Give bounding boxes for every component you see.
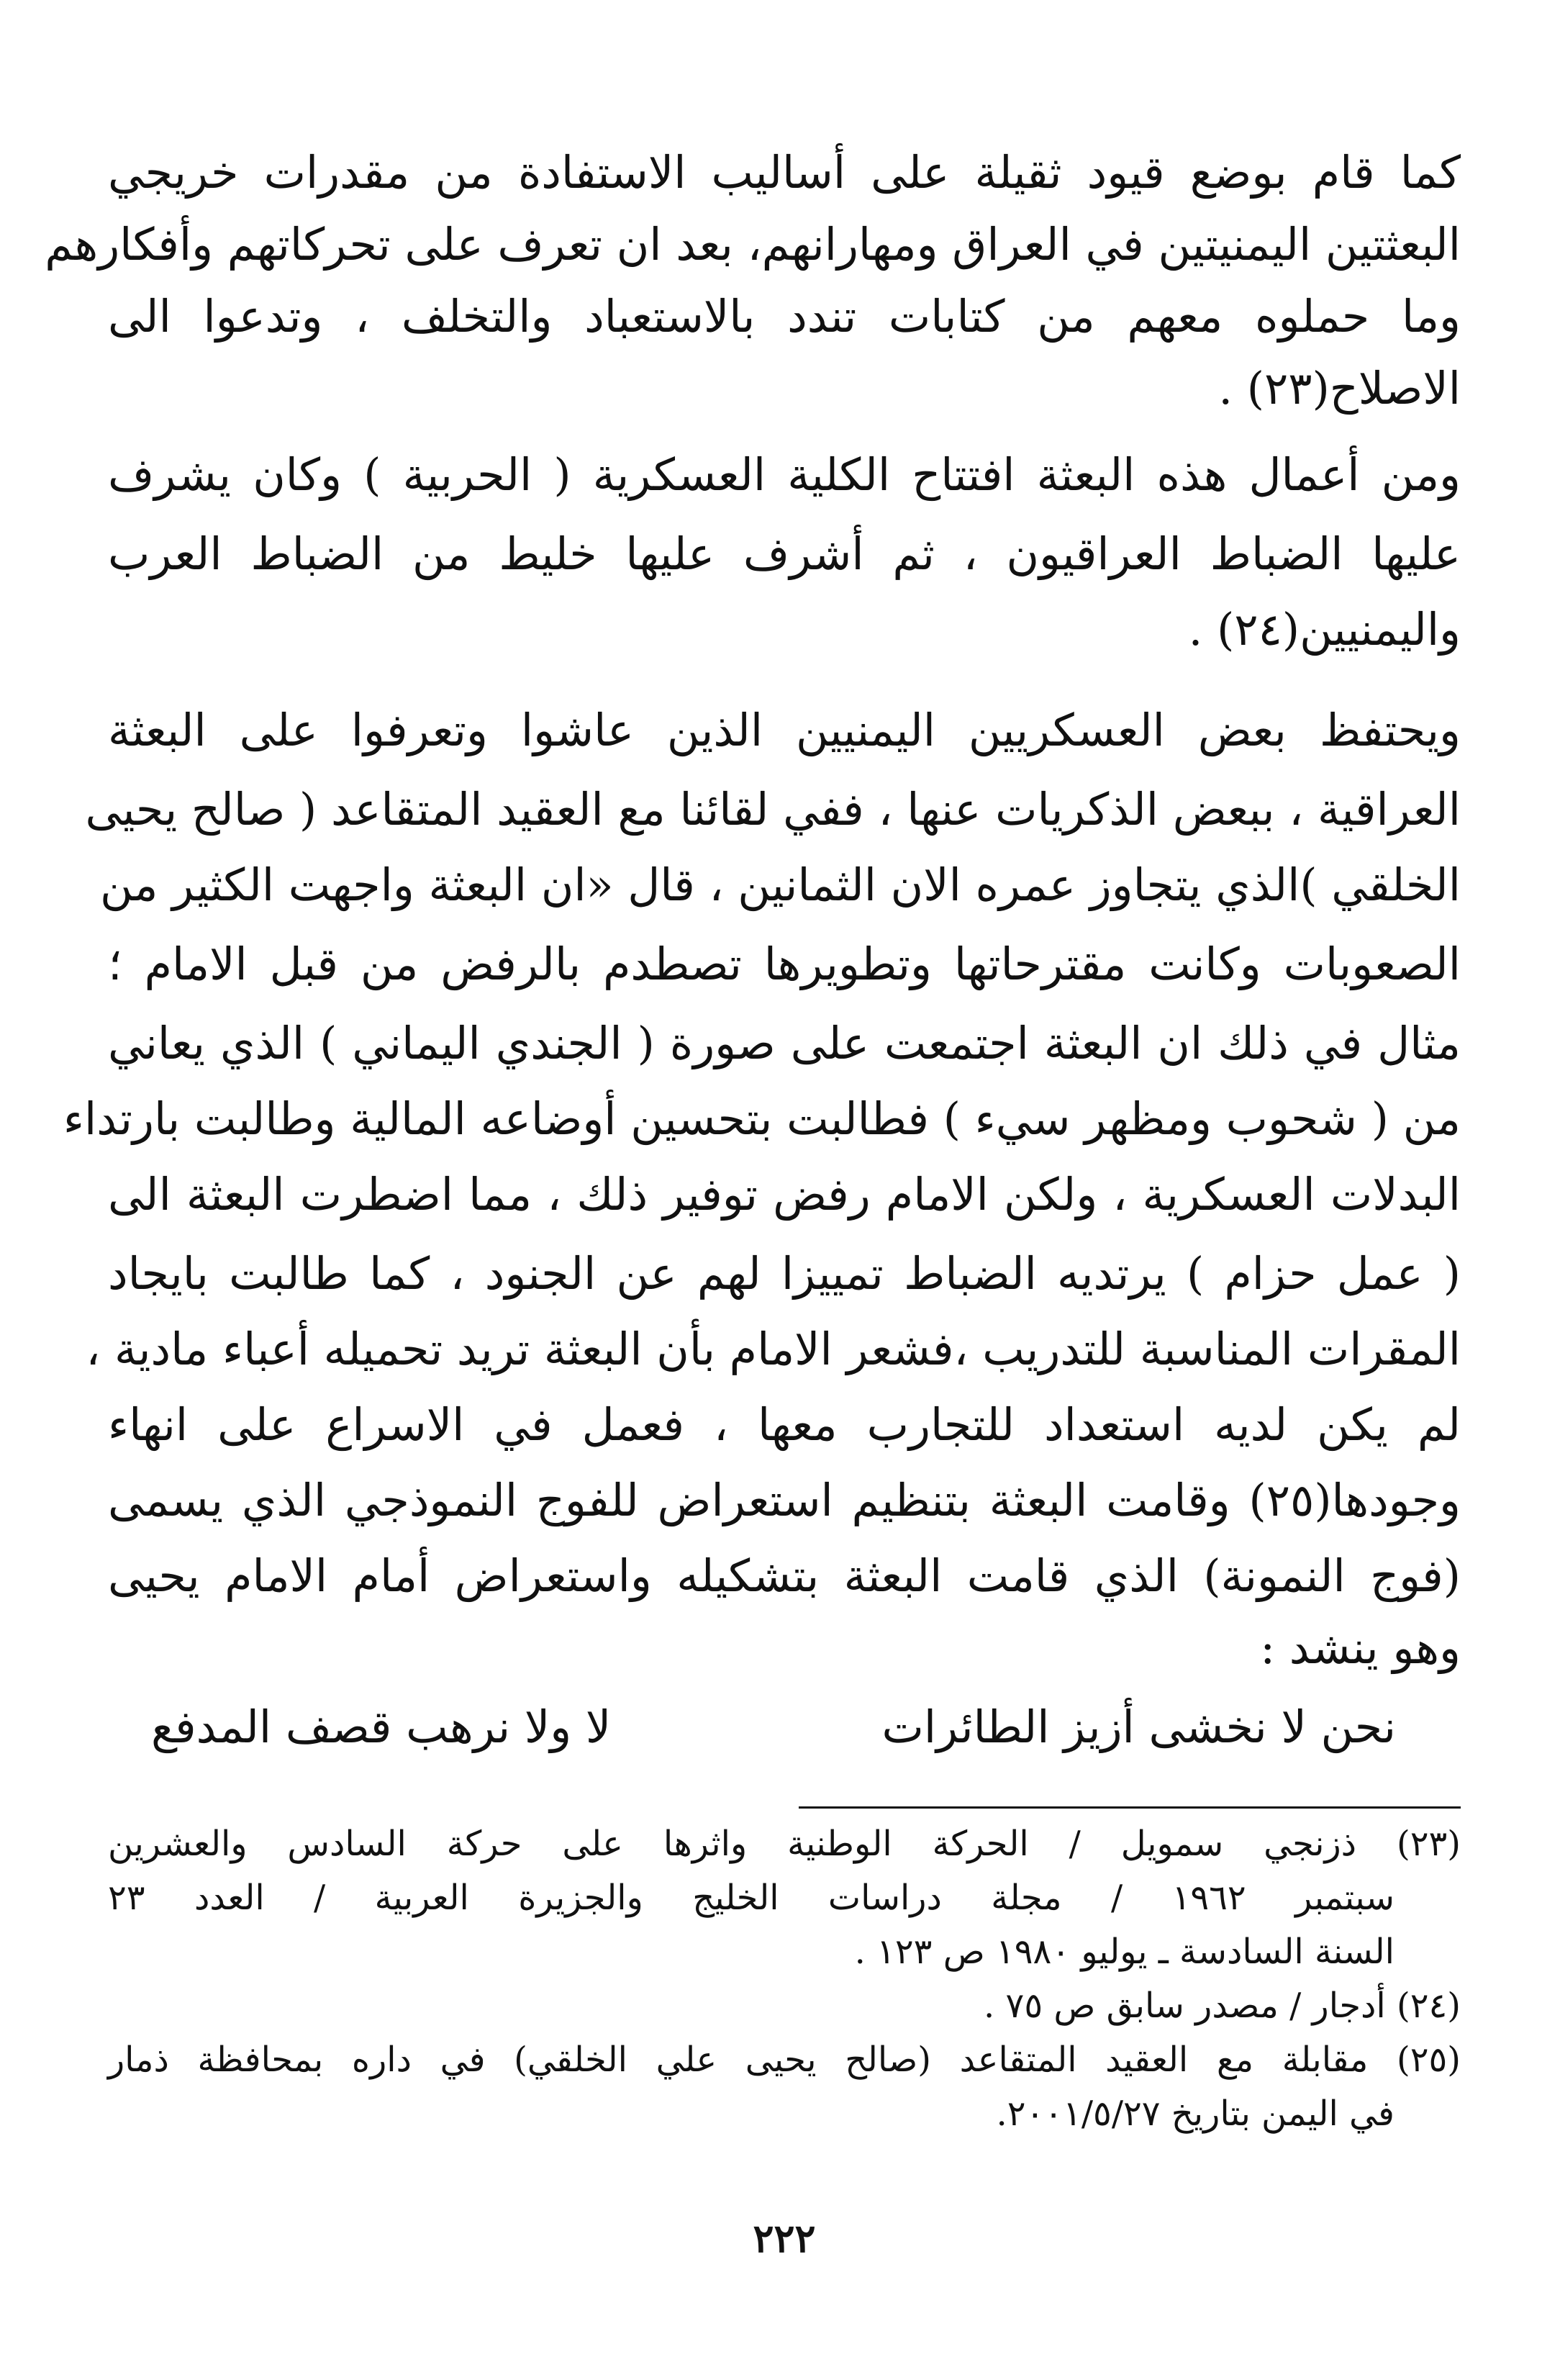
poem-second-hemistich: لا ولا نرهب قصف المدفع <box>151 1701 612 1753</box>
text-line: وجودها(٢٥) وقامت البعثة بتنظيم استعراض للفوج النموذجي الذي يسمى <box>108 1474 1461 1526</box>
text-line: ومن أعمال هذه البعثة افتتاح الكلية العسكرية ( الحربية ) وكان يشرف <box>108 448 1461 501</box>
poem-verse <box>151 1691 1396 1763</box>
text-line: كما قام بوضع قيود ثقيلة على أساليب الاستفادة من مقدرات خريجي <box>108 146 1461 199</box>
text-line: ( عمل حزام ) يرتديه الضباط تمييزا لهم عن الجنود ، كما طالبت بايجاد <box>108 1247 1461 1300</box>
text-line: البدلات العسكرية ، ولكن الامام رفض توفير ذلك ، مما اضطرت البعثة الى <box>108 1168 1461 1221</box>
text-line: وما حملوه معهم من كتابات تندد بالاستعباد والتخلف ، وتدعوا الى <box>108 290 1461 343</box>
footnote-line: في اليمن بتاريخ ٢٠٠١/٥/٢٧. <box>996 2094 1395 2134</box>
book-page <box>45 137 1461 2353</box>
poem-first-hemistich: نحن لا نخشى أزيز الطائرات <box>881 1701 1396 1753</box>
text-line: لم يكن لديه استعداد للتجارب معها ، فعمل في الاسراع على انهاء <box>108 1398 1461 1451</box>
footnote-line: السنة السادسة ـ يوليو ١٩٨٠ ص ١٢٣ . <box>854 1932 1395 1972</box>
text-line: المقرات المناسبة للتدريب ،فشعر الامام بأن البعثة تريد تحميله أعباء مادية ، <box>86 1323 1461 1375</box>
text-line: العراقية ، ببعض الذكريات عنها ، ففي لقائنا مع العقيد المتقاعد ( صالح يحيى <box>85 783 1461 836</box>
page-number: ٢٢٢ <box>753 2215 816 2261</box>
text-line: (فوج النمونة) الذي قامت البعثة بتشكيله واستعراض أمام الامام يحيى <box>108 1549 1461 1602</box>
footnote-line: (٢٤) أدجار / مصدر سابق ص ٧٥ . <box>984 1986 1461 2026</box>
text-line: الخلقي )الذي يتجاوز عمره الان الثمانين ، قال «ان البعثة واجهت الكثير من <box>100 859 1461 911</box>
text-line: البعثتين اليمنيتين في العراق ومهارانهم، بعد ان تعرف على تحركاتهم وأفكارهم <box>45 218 1461 271</box>
footnote-divider <box>799 1806 1461 1809</box>
text-line: ويحتفظ بعض العسكريين اليمنيين الذين عاشوا وتعرفوا على البعثة <box>108 704 1461 756</box>
text-line: وهو ينشد : <box>1260 1621 1461 1674</box>
text-line: عليها الضباط العراقيون ، ثم أشرف عليها خليط من الضباط العرب <box>108 528 1461 580</box>
footnote-line: سبتمبر ١٩٦٢ / مجلة دراسات الخليج والجزيرة العربية / العدد ٢٣ <box>108 1878 1395 1918</box>
text-line: الصعوبات وكانت مقترحاتها وتطويرها تصطدم بالرفض من قبل الامام ؛ <box>108 938 1461 990</box>
text-line: واليمنيين(٢٤) . <box>1188 603 1461 656</box>
footnote-line: (٢٥) مقابلة مع العقيد المتقاعد (صالح يحيى علي الخلقي) في داره بمحافظة ذمار <box>108 2040 1461 2080</box>
text-line: الاصلاح(٢٣) . <box>1218 362 1461 415</box>
footnote-line: (٢٣) ذزنجي سمويل / الحركة الوطنية واثرها على حركة السادس والعشرين <box>108 1824 1461 1864</box>
text-line: من ( شحوب ومظهر سيء ) فطالبت بتحسين أوضاعه المالية وطالبت بارتداء <box>63 1092 1461 1145</box>
text-line: مثال في ذلك ان البعثة اجتمعت على صورة ( الجندي اليماني ) الذي يعاني <box>108 1017 1461 1069</box>
